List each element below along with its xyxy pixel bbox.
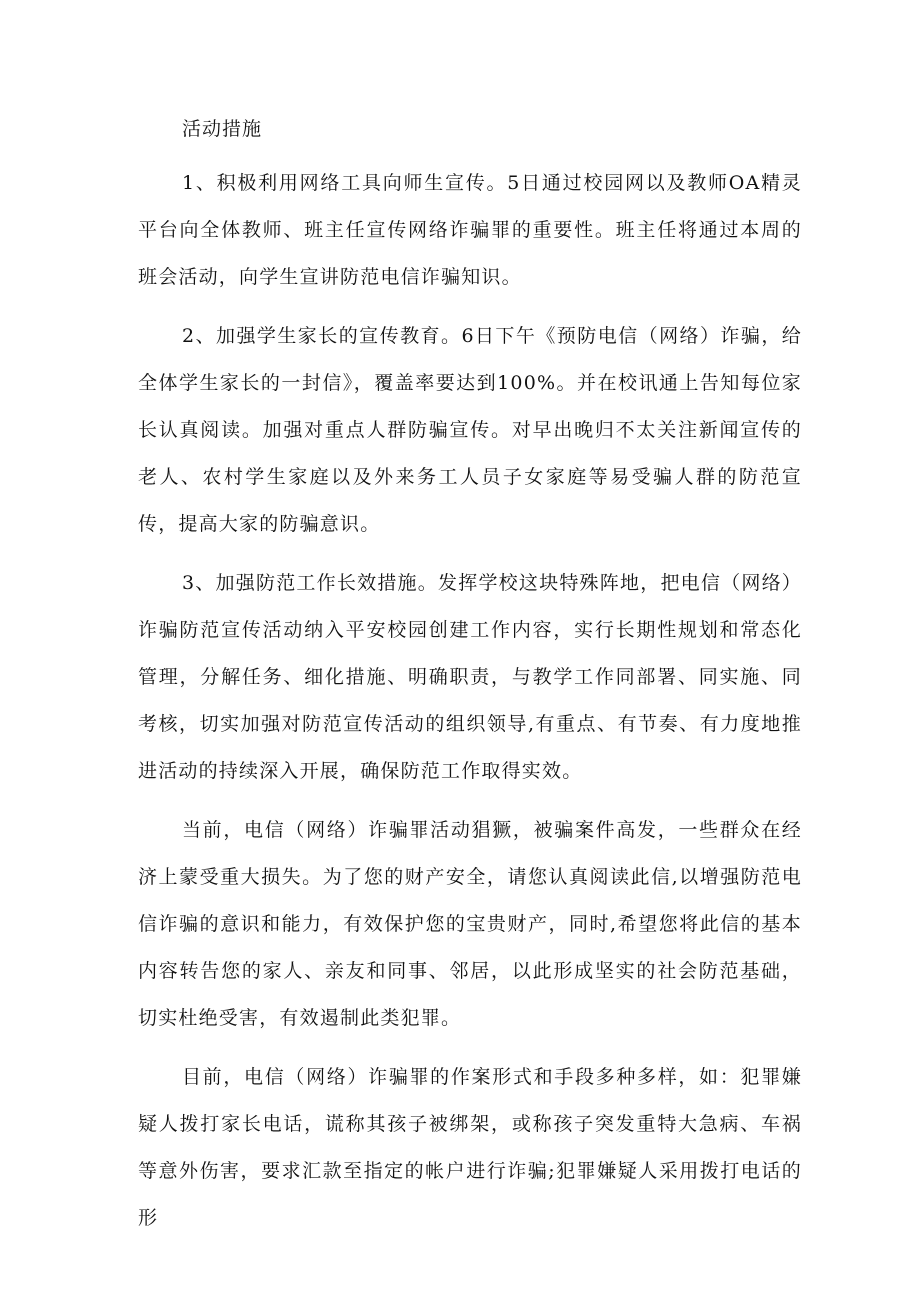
paragraph-5: 目前，电信（网络）诈骗罪的作案形式和手段多种多样，如：犯罪嫌疑人拨打家长电话，谎称其孩子被绑架，或称孩子突发重特大急病、车祸等意外伤害，要求汇款至指定的帐户进行诈骗;犯罪嫌疑人采用拨打电话的形 [138,1066,802,1229]
paragraph-1: 1、积极利用网络工具向师生宣传。5日通过校园网以及教师OA精灵平台向全体教师、班主任宣传网络诈骗罪的重要性。班主任将通过本周的班会活动，向学生宣讲防范电信诈骗知识。 [138,172,802,288]
paragraph-3: 3、加强防范工作长效措施。发挥学校这块特殊阵地，把电信（网络）诈骗防范宣传活动纳入平安校园创建工作内容，实行长期性规划和常态化管理，分解任务、细化措施、明确职责，与教学工作同部署、同实施、同考核，切实加强对防范宣传活动的组织领导,有重点、有节奏、有力度地推进活动的持续深入开展，确保防范工作取得实效。 [138,572,802,782]
paragraph-4: 当前，电信（网络）诈骗罪活动猖獗，被骗案件高发，一些群众在经济上蒙受重大损失。为了您的财产安全，请您认真阅读此信,以增强防范电信诈骗的意识和能力，有效保护您的宝贵财产，同时,希望您将此信的基本内容转告您的家人、亲友和同事、邻居，以此形成坚实的社会防范基础，切实杜绝受害，有效遏制此类犯罪。 [138,819,802,1029]
paragraph-2: 2、加强学生家长的宣传教育。6日下午《预防电信（网络）诈骗，给全体学生家长的一封信》，覆盖率要达到100%。并在校讯通上告知每位家长认真阅读。加强对重点人群防骗宣传。对早出晚归不太关注新闻宣传的老人、农村学生家庭以及外来务工人员子女家庭等易受骗人群的防范宣传，提高大家的防骗意识。 [138,325,802,535]
section-heading: 活动措施 [182,118,263,140]
